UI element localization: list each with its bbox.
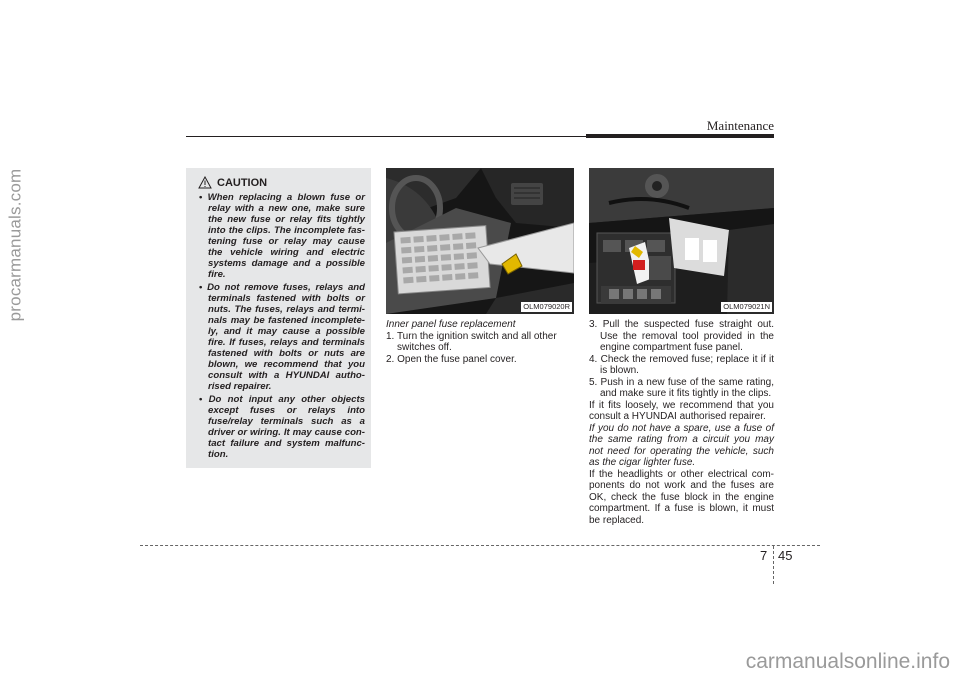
step: 3. Pull the suspected fuse straight out. Use the removal tool provided in the engine compartment fuse panel. (589, 319, 774, 353)
footer-rule (140, 545, 820, 546)
figure-code: OLM079020R (523, 302, 570, 311)
paragraph-italic: If you do not have a spare, use a fuse of the same rating from a circuit you may not need for operating the vehicle, such as the cigar lighter fuse. (589, 422, 774, 468)
caution-item: • Do not remove fuses, relays and terminals fastened with bolts or nuts. The fuses, relays and termi-nals may be fastened incomplete-ly, and it may cause a possible fire. If fuses, relays and terminals fastened with bolts or nuts are blown, we recommend that you consult with a HYUNDAI autho-rised repairer. (194, 282, 365, 392)
footer-divider (773, 546, 774, 584)
fuse-removal-illustration (589, 168, 774, 314)
figure-code: OLM079021N (723, 302, 770, 311)
step: 4. Check the removed fuse; replace it if it is blown. (589, 353, 774, 376)
watermark-bottom: carmanualsonline.info (745, 650, 950, 673)
paragraph: If the headlights or other electrical com-ponents do not work and the fuses are OK, check the fuse block in the engine compartment. If a fuse is blown, it must be replaced. (589, 468, 774, 526)
inner-panel-instructions (386, 319, 574, 365)
header-rule-accent (586, 134, 774, 138)
chapter-number: 7 (760, 548, 768, 563)
step: 1. Turn the ignition switch and all other switches off. (386, 330, 557, 353)
warning-triangle-icon (198, 176, 212, 189)
page-number: 45 (778, 548, 793, 563)
caution-item: • Do not input any other objects except fuses or relays into fuse/relay terminals such as a driver or wiring. It may cause con-tact failure and system malfunc-tion. (194, 394, 365, 460)
caution-list (194, 192, 365, 460)
caution-item: • When replacing a blown fuse or relay with a new one, make sure the new fuse or relay fits tightly into the clips. The incomplete fas-tening fuse or relay may cause the vehicle wiring and electric systems damage and a possible fire. (194, 192, 365, 280)
caution-header (198, 176, 365, 189)
caution-title: CAUTION (217, 176, 268, 189)
fuse-replacement-steps (589, 319, 774, 526)
watermark-left (2, 120, 28, 370)
subheading: Inner panel fuse replacement (386, 319, 516, 330)
fuse-removal-photo (589, 168, 774, 314)
watermark-left-text: procarmanuals.com (5, 168, 24, 322)
step: 5. Push in a new fuse of the same rating, and make sure it fits tightly in the clips. (589, 376, 774, 399)
inner-fuse-panel-illustration (386, 168, 574, 314)
inner-fuse-panel-photo (386, 168, 574, 314)
paragraph: If it fits loosely, we recommend that you consult a HYUNDAI authorised repairer. (589, 399, 774, 422)
section-title: Maintenance (706, 118, 774, 133)
step: 2. Open the fuse panel cover. (386, 353, 517, 365)
caution-box (186, 168, 371, 468)
